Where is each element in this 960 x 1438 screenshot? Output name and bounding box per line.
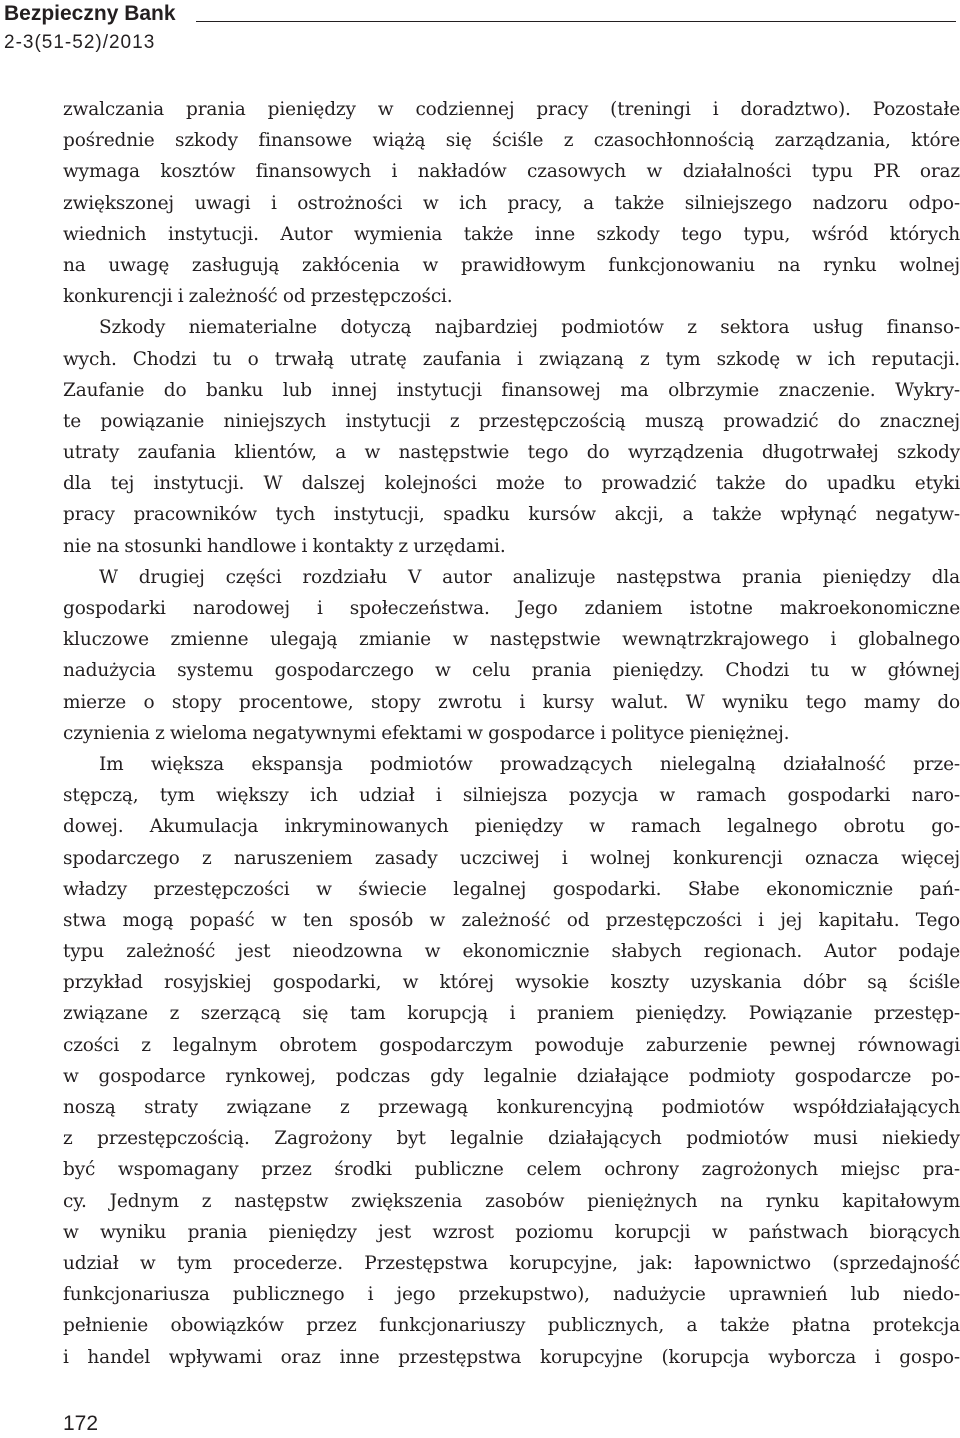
running-header [4, 2, 956, 55]
journal-title: Bezpieczny Bank [4, 2, 176, 25]
text-line: te powiązanie niniejszych instytucji z przestępczością muszą prowadzić do znacznej [63, 410, 960, 432]
text-line: nadużycia systemu gospodarczego w celu prania pieniędzy. Chodzi tu w głównej [63, 660, 960, 682]
text-line: przykład rosyjskiej gospodarki, w której wysokie koszty uzyskania dóbr są ściśle [63, 972, 960, 994]
text-line: wych. Chodzi tu o trwałą utratę zaufania i związaną z tym szkodę w ich reputacji. [63, 348, 960, 370]
text-line: pracy pracowników tych instytucji, spadku kursów akcji, a także wpłynąć negatyw- [63, 504, 960, 526]
text-line: funkcjonariusza publicznego i jego przekupstwo), nadużycie uprawnień lub niedo- [63, 1284, 960, 1306]
text-line: na uwagę zasługują zakłócenia w prawidłowym funkcjonowaniu na rynku wolnej [63, 254, 960, 276]
article-body [63, 94, 960, 1373]
text-line: czynienia z wieloma negatywnymi efektami w gospodarce i polityce pieniężnej. [63, 722, 790, 744]
text-line: stępczą, tym większy ich udział i silniejsza pozycja w ramach gospodarki naro- [63, 785, 960, 807]
text-line: udział w tym procederze. Przestępstwa korupcyjne, jak: łapownictwo (sprzedajność [63, 1252, 960, 1274]
text-line: pełnienie obowiązków przez funkcjonariuszy publicznych, a także płatna protekcja [63, 1315, 960, 1337]
text-line: w gospodarce rynkowej, podczas gdy legalnie działające podmioty gospodarcze po- [63, 1065, 960, 1087]
text-line: Szkody niematerialne dotyczą najbardziej podmiotów z sektora usług finanso- [99, 317, 960, 339]
text-line: związane z szerzącą się tam korupcją i praniem pieniędzy. Powiązanie przestęp- [63, 1003, 960, 1025]
text-line: nie na stosunki handlowe i kontakty z urzędami. [63, 535, 506, 557]
text-line: konkurencji i zależność od przestępczości. [63, 286, 453, 308]
text-line: kluczowe zmienne ulegają zmianie w następstwie wewnątrzkrajowego i globalnego [63, 629, 960, 651]
text-line: pośrednie szkody finansowe wiążą się ściśle z czasochłonnością zarządzania, które [63, 130, 960, 152]
text-line: noszą straty związane z przewagą konkurencyjną podmiotów współdziałających [63, 1097, 960, 1118]
text-line: utraty zaufania klientów, a w następstwie tego do wyrządzenia długotrwałej szkody [63, 442, 960, 464]
header-rule [196, 21, 956, 22]
text-line: dowej. Akumulacja inkryminowanych pieniędzy w ramach legalnego obrotu go- [63, 816, 960, 838]
text-line: dla tej instytucji. W dalszej kolejności może to prowadzić także do upadku etyki [63, 473, 960, 495]
text-line: wymaga kosztów finansowych i nakładów czasowych w działalności typu PR oraz [63, 161, 960, 183]
text-line: wiednich instytucji. Autor wymienia także inne szkody tego typu, wśród których [63, 223, 960, 245]
text-line: mierze o stopy procentowe, stopy zwrotu i kursy walut. W wyniku tego mamy do [63, 691, 960, 713]
text-line: stwa mogą popaść w ten sposób w zależność od przestępczości i jej kapitału. Tego [63, 909, 960, 931]
text-line: i handel wpływami oraz inne przestępstwa korupcyjne (korupcja wyborcza i gospo- [63, 1346, 960, 1368]
text-line: zwalczania prania pieniędzy w codziennej pracy (treningi i doradztwo). Pozostałe [63, 99, 960, 120]
text-line: spodarczego z naruszeniem zasady uczciwej i wolnej konkurencji oznacza więcej [63, 847, 960, 869]
text-line: Im większa ekspansja podmiotów prowadzących nielegalną działalność prze- [99, 753, 960, 775]
journal-issue: 2-3(51-52)/2013 [4, 32, 156, 53]
text-line: zwiększonej uwagi i ostrożności w ich pracy, a także silniejszego nadzoru odpo- [63, 192, 960, 214]
text-line: W drugiej części rozdziału V autor analizuje następstwa prania pieniędzy dla [99, 566, 960, 588]
text-line: w wyniku prania pieniędzy jest wzrost poziomu korupcji w państwach biorących [63, 1221, 960, 1243]
text-line: z przestępczością. Zagrożony byt legalnie działających podmiotów musi niekiedy [63, 1128, 960, 1150]
text-line: Zaufanie do banku lub innej instytucji finansowej ma olbrzymie znaczenie. Wykry- [63, 379, 960, 401]
page-number: 172 [63, 1412, 99, 1435]
text-line: cy. Jednym z następstw zwiększenia zasobów pieniężnych na rynku kapitałowym [63, 1190, 960, 1212]
text-line: gospodarki narodowej i społeczeństwa. Jego zdaniem istotne makroekonomiczne [63, 598, 960, 619]
text-line: być wspomagany przez środki publiczne celem ochrony zagrożonych miejsc pra- [63, 1159, 960, 1181]
text-line: władzy przestępczości w świecie legalnej gospodarki. Słabe ekonomicznie pań- [63, 878, 960, 900]
text-line: typu zależność jest nieodzowna w ekonomicznie słabych regionach. Autor podaje [63, 941, 960, 963]
text-line: czości z legalnym obrotem gospodarczym powoduje zaburzenie pewnej równowagi [63, 1034, 960, 1056]
